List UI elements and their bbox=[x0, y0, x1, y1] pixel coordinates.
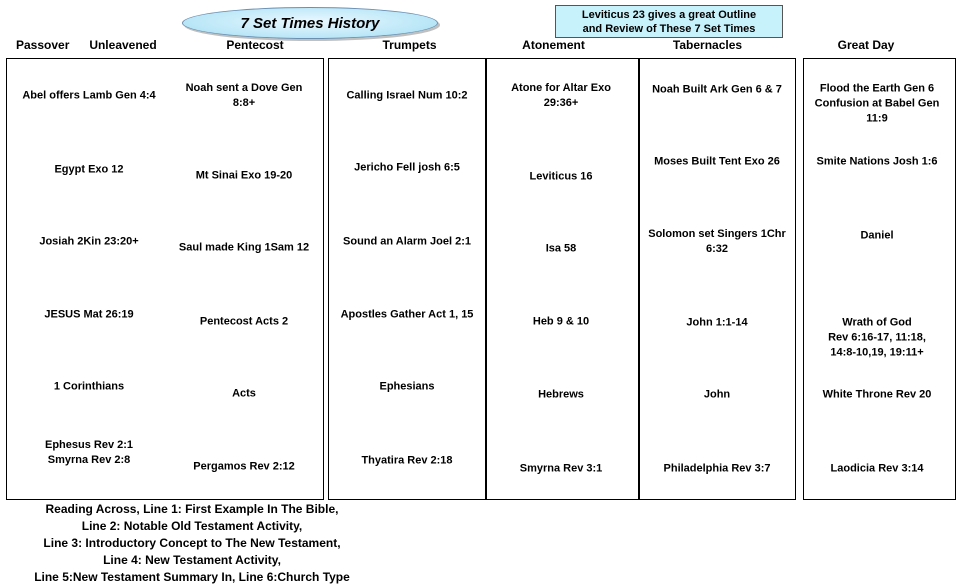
legend-line: Line 5:New Testament Summary In, Line 6:Church Type bbox=[34, 570, 350, 584]
diagram-title: 7 Set Times History bbox=[182, 7, 438, 39]
cell-tabernacles-line-2: Moses Built Tent Exo 26 bbox=[654, 155, 780, 168]
header-passover: Passover bbox=[16, 38, 70, 52]
cell-great-day-line-6: Laodicia Rev 3:14 bbox=[830, 462, 924, 475]
cell-atonement-line-2: Leviticus 16 bbox=[529, 170, 593, 183]
panel-tabernacles bbox=[639, 58, 796, 500]
panel-atonement bbox=[486, 58, 639, 500]
cell-pentecost-line-2: Mt Sinai Exo 19-20 bbox=[195, 169, 293, 182]
note-line-1: Leviticus 23 gives a great Outline bbox=[581, 8, 757, 21]
legend-line: Line 3: Introductory Concept to The New Testament, bbox=[43, 536, 341, 550]
cell-great-day-line-2: Smite Nations Josh 1:6 bbox=[816, 155, 938, 168]
cell-pentecost-line-5: Acts bbox=[232, 387, 256, 400]
legend-line: Reading Across, Line 1: First Example In The Bible, bbox=[45, 502, 339, 516]
reading-legend bbox=[4, 501, 380, 586]
cell-passover-line-6: Ephesus Rev 2:1 Smyrna Rev 2:8 bbox=[44, 439, 134, 466]
cell-atonement-line-3: Isa 58 bbox=[545, 242, 577, 255]
cell-trumpets-line-6: Thyatira Rev 2:18 bbox=[361, 454, 453, 467]
header-great-day: Great Day bbox=[837, 38, 895, 52]
header-unleavened: Unleavened bbox=[89, 38, 157, 52]
cell-passover-line-4: JESUS Mat 26:19 bbox=[44, 308, 134, 321]
cell-passover-line-2: Egypt Exo 12 bbox=[54, 163, 124, 176]
panel-passover-pentecost bbox=[6, 58, 324, 500]
cell-great-day-line-4: Wrath of God Rev 6:16-17, 11:18, 14:8-10,19, 19:11+ bbox=[828, 316, 926, 359]
cell-trumpets-line-5: Ephesians bbox=[379, 380, 435, 393]
cell-tabernacles-line-4: John 1:1-14 bbox=[686, 316, 748, 329]
header-pentecost: Pentecost bbox=[226, 38, 284, 52]
cell-tabernacles-line-3: Solomon set Singers 1Chr 6:32 bbox=[648, 228, 786, 255]
header-trumpets: Trumpets bbox=[382, 38, 437, 52]
cell-atonement-line-4: Heb 9 & 10 bbox=[532, 315, 590, 328]
note-line-2: and Review of These 7 Set Times bbox=[582, 22, 756, 35]
cell-tabernacles-line-1: Noah Built Ark Gen 6 & 7 bbox=[652, 83, 782, 96]
header-tabernacles: Tabernacles bbox=[672, 38, 743, 52]
cell-atonement-line-6: Smyrna Rev 3:1 bbox=[519, 462, 603, 475]
cell-trumpets-line-1: Calling Israel Num 10:2 bbox=[346, 89, 468, 102]
legend-line: Line 4: New Testament Activity, bbox=[103, 553, 281, 567]
cell-passover-line-5: 1 Corinthians bbox=[53, 380, 125, 393]
legend-line: Line 2: Notable Old Testament Activity, bbox=[81, 519, 303, 533]
cell-pentecost-line-1: Noah sent a Dove Gen 8:8+ bbox=[185, 82, 303, 109]
cell-pentecost-line-3: Saul made King 1Sam 12 bbox=[178, 241, 310, 254]
cell-trumpets-line-3: Sound an Alarm Joel 2:1 bbox=[343, 235, 471, 248]
cell-passover-line-3: Josiah 2Kin 23:20+ bbox=[39, 235, 139, 248]
cell-atonement-line-1: Atone for Altar Exo 29:36+ bbox=[511, 82, 611, 109]
panel-trumpets bbox=[328, 58, 486, 500]
cell-atonement-line-5: Hebrews bbox=[538, 388, 584, 401]
cell-great-day-line-5: White Throne Rev 20 bbox=[822, 388, 932, 401]
cell-pentecost-line-6: Pergamos Rev 2:12 bbox=[193, 460, 295, 473]
cell-tabernacles-line-6: Philadelphia Rev 3:7 bbox=[663, 462, 771, 475]
cell-passover-line-1: Abel offers Lamb Gen 4:4 bbox=[22, 89, 156, 102]
cell-great-day-line-1: Flood the Earth Gen 6 Confusion at Babel Gen 11:9 bbox=[814, 82, 940, 125]
header-atonement: Atonement bbox=[522, 38, 585, 52]
cell-trumpets-line-2: Jericho Fell josh 6:5 bbox=[354, 161, 460, 174]
cell-pentecost-line-4: Pentecost Acts 2 bbox=[199, 315, 289, 328]
cell-trumpets-line-4: Apostles Gather Act 1, 15 bbox=[340, 308, 474, 321]
cell-great-day-line-3: Daniel bbox=[860, 229, 894, 242]
cell-tabernacles-line-5: John bbox=[703, 388, 731, 401]
leviticus-note bbox=[555, 5, 783, 38]
